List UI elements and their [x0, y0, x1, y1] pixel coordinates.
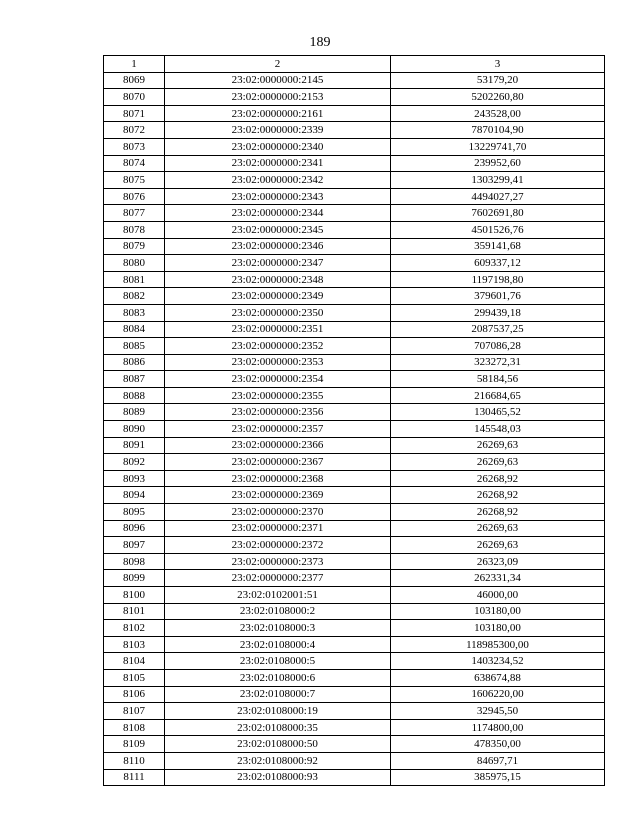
table-row [104, 454, 605, 471]
cell-value: 385975,15 [391, 769, 605, 786]
table-row [104, 520, 605, 537]
cell-value: 26269,63 [391, 437, 605, 454]
table-row [104, 404, 605, 421]
cell-row-number: 8090 [104, 421, 165, 438]
cell-value: 299439,18 [391, 304, 605, 321]
cell-value: 118985300,00 [391, 636, 605, 653]
cell-value: 359141,68 [391, 238, 605, 255]
cell-row-number: 8087 [104, 371, 165, 388]
cell-cadastral-id: 23:02:0000000:2339 [165, 122, 391, 139]
cell-value: 1197198,80 [391, 271, 605, 288]
table-row [104, 487, 605, 504]
column-header-number: 1 [104, 56, 165, 73]
table-row [104, 387, 605, 404]
cell-value: 5202260,80 [391, 89, 605, 106]
cell-row-number: 8107 [104, 703, 165, 720]
cell-cadastral-id: 23:02:0108000:19 [165, 703, 391, 720]
cell-cadastral-id: 23:02:0108000:35 [165, 719, 391, 736]
cell-row-number: 8111 [104, 769, 165, 786]
cell-row-number: 8082 [104, 288, 165, 305]
table-row [104, 105, 605, 122]
cell-row-number: 8093 [104, 470, 165, 487]
cadastral-value-table [103, 55, 605, 786]
table-row [104, 620, 605, 637]
table-row [104, 570, 605, 587]
table-row [104, 338, 605, 355]
cell-row-number: 8081 [104, 271, 165, 288]
table-row [104, 354, 605, 371]
cell-cadastral-id: 23:02:0108000:4 [165, 636, 391, 653]
cell-row-number: 8069 [104, 72, 165, 89]
cell-cadastral-id: 23:02:0108000:5 [165, 653, 391, 670]
page-number: 189 [309, 35, 331, 50]
cell-cadastral-id: 23:02:0000000:2346 [165, 238, 391, 255]
cell-row-number: 8074 [104, 155, 165, 172]
cell-cadastral-id: 23:02:0000000:2344 [165, 205, 391, 222]
cell-value: 216684,65 [391, 387, 605, 404]
table-row [104, 155, 605, 172]
cell-value: 2087537,25 [391, 321, 605, 338]
cell-value: 262331,34 [391, 570, 605, 587]
cell-cadastral-id: 23:02:0000000:2161 [165, 105, 391, 122]
table-row [104, 587, 605, 604]
cell-cadastral-id: 23:02:0000000:2355 [165, 387, 391, 404]
cell-value: 239952,60 [391, 155, 605, 172]
cell-value: 7870104,90 [391, 122, 605, 139]
cell-cadastral-id: 23:02:0000000:2357 [165, 421, 391, 438]
cell-row-number: 8095 [104, 504, 165, 521]
cell-value: 130465,52 [391, 404, 605, 421]
table-row [104, 537, 605, 554]
table-row [104, 437, 605, 454]
column-header-cadastral-id: 2 [165, 56, 391, 73]
cell-row-number: 8080 [104, 255, 165, 272]
cell-value: 1403234,52 [391, 653, 605, 670]
cell-value: 26323,09 [391, 553, 605, 570]
cell-value: 1606220,00 [391, 686, 605, 703]
cell-value: 243528,00 [391, 105, 605, 122]
cell-row-number: 8073 [104, 138, 165, 155]
cell-value: 145548,03 [391, 421, 605, 438]
cell-cadastral-id: 23:02:0000000:2373 [165, 553, 391, 570]
cell-row-number: 8072 [104, 122, 165, 139]
cell-cadastral-id: 23:02:0000000:2343 [165, 188, 391, 205]
cell-value: 13229741,70 [391, 138, 605, 155]
cell-value: 32945,50 [391, 703, 605, 720]
cell-cadastral-id: 23:02:0000000:2340 [165, 138, 391, 155]
cell-cadastral-id: 23:02:0000000:2351 [165, 321, 391, 338]
table-row [104, 553, 605, 570]
cell-cadastral-id: 23:02:0000000:2341 [165, 155, 391, 172]
cell-row-number: 8085 [104, 338, 165, 355]
cell-value: 46000,00 [391, 587, 605, 604]
cell-cadastral-id: 23:02:0000000:2377 [165, 570, 391, 587]
cell-cadastral-id: 23:02:0102001:51 [165, 587, 391, 604]
table-row [104, 238, 605, 255]
table-row [104, 636, 605, 653]
cell-cadastral-id: 23:02:0000000:2350 [165, 304, 391, 321]
table-row [104, 221, 605, 238]
cell-value: 84697,71 [391, 752, 605, 769]
cell-value: 1174800,00 [391, 719, 605, 736]
cell-cadastral-id: 23:02:0108000:92 [165, 752, 391, 769]
table-row [104, 769, 605, 786]
cell-row-number: 8108 [104, 719, 165, 736]
cell-cadastral-id: 23:02:0000000:2348 [165, 271, 391, 288]
cell-value: 26268,92 [391, 487, 605, 504]
cell-row-number: 8103 [104, 636, 165, 653]
table-row [104, 504, 605, 521]
cell-row-number: 8109 [104, 736, 165, 753]
table-body [104, 72, 605, 786]
cell-value: 4494027,27 [391, 188, 605, 205]
cell-cadastral-id: 23:02:0000000:2369 [165, 487, 391, 504]
table-row [104, 188, 605, 205]
table-row [104, 172, 605, 189]
table-row [104, 122, 605, 139]
cell-cadastral-id: 23:02:0000000:2145 [165, 72, 391, 89]
cell-row-number: 8099 [104, 570, 165, 587]
cell-row-number: 8100 [104, 587, 165, 604]
table-row [104, 138, 605, 155]
cell-row-number: 8084 [104, 321, 165, 338]
table-row [104, 736, 605, 753]
cell-row-number: 8101 [104, 603, 165, 620]
cell-row-number: 8106 [104, 686, 165, 703]
table-row [104, 271, 605, 288]
cell-cadastral-id: 23:02:0000000:2368 [165, 470, 391, 487]
table-row [104, 89, 605, 106]
cell-value: 58184,56 [391, 371, 605, 388]
cell-cadastral-id: 23:02:0000000:2371 [165, 520, 391, 537]
cell-value: 26269,63 [391, 520, 605, 537]
cell-row-number: 8076 [104, 188, 165, 205]
cell-cadastral-id: 23:02:0000000:2367 [165, 454, 391, 471]
cell-row-number: 8091 [104, 437, 165, 454]
cell-row-number: 8092 [104, 454, 165, 471]
cell-cadastral-id: 23:02:0108000:6 [165, 669, 391, 686]
cell-row-number: 8105 [104, 669, 165, 686]
cell-value: 26269,63 [391, 537, 605, 554]
table-row [104, 321, 605, 338]
cell-value: 478350,00 [391, 736, 605, 753]
cell-value: 103180,00 [391, 603, 605, 620]
cell-cadastral-id: 23:02:0108000:3 [165, 620, 391, 637]
table-row [104, 686, 605, 703]
cell-row-number: 8088 [104, 387, 165, 404]
table-row [104, 470, 605, 487]
cell-cadastral-id: 23:02:0000000:2342 [165, 172, 391, 189]
cell-row-number: 8094 [104, 487, 165, 504]
cell-cadastral-id: 23:02:0108000:2 [165, 603, 391, 620]
table-row [104, 703, 605, 720]
cell-row-number: 8102 [104, 620, 165, 637]
table-row [104, 255, 605, 272]
cell-cadastral-id: 23:02:0000000:2345 [165, 221, 391, 238]
cell-row-number: 8075 [104, 172, 165, 189]
table-row [104, 752, 605, 769]
table-row [104, 719, 605, 736]
table-row [104, 421, 605, 438]
cell-row-number: 8097 [104, 537, 165, 554]
table-row [104, 669, 605, 686]
table-row [104, 371, 605, 388]
cell-cadastral-id: 23:02:0000000:2353 [165, 354, 391, 371]
table-row [104, 304, 605, 321]
cell-value: 609337,12 [391, 255, 605, 272]
cell-row-number: 8096 [104, 520, 165, 537]
cell-cadastral-id: 23:02:0000000:2153 [165, 89, 391, 106]
cell-row-number: 8098 [104, 553, 165, 570]
cell-value: 323272,31 [391, 354, 605, 371]
cell-cadastral-id: 23:02:0108000:93 [165, 769, 391, 786]
table-row [104, 603, 605, 620]
table-header-row [104, 56, 605, 73]
cell-row-number: 8110 [104, 752, 165, 769]
cell-value: 379601,76 [391, 288, 605, 305]
cell-cadastral-id: 23:02:0108000:7 [165, 686, 391, 703]
cell-cadastral-id: 23:02:0000000:2372 [165, 537, 391, 554]
cell-value: 638674,88 [391, 669, 605, 686]
cell-row-number: 8070 [104, 89, 165, 106]
cell-value: 26268,92 [391, 470, 605, 487]
cell-cadastral-id: 23:02:0000000:2354 [165, 371, 391, 388]
cell-value: 53179,20 [391, 72, 605, 89]
cell-cadastral-id: 23:02:0000000:2356 [165, 404, 391, 421]
cell-cadastral-id: 23:02:0108000:50 [165, 736, 391, 753]
cell-row-number: 8078 [104, 221, 165, 238]
cell-value: 7602691,80 [391, 205, 605, 222]
table-row [104, 653, 605, 670]
column-header-value: 3 [391, 56, 605, 73]
cell-cadastral-id: 23:02:0000000:2366 [165, 437, 391, 454]
cell-value: 26268,92 [391, 504, 605, 521]
cell-cadastral-id: 23:02:0000000:2370 [165, 504, 391, 521]
cell-value: 707086,28 [391, 338, 605, 355]
cell-row-number: 8104 [104, 653, 165, 670]
cell-cadastral-id: 23:02:0000000:2347 [165, 255, 391, 272]
cell-row-number: 8071 [104, 105, 165, 122]
cell-cadastral-id: 23:02:0000000:2352 [165, 338, 391, 355]
cell-row-number: 8079 [104, 238, 165, 255]
cell-row-number: 8089 [104, 404, 165, 421]
cell-row-number: 8077 [104, 205, 165, 222]
cell-value: 26269,63 [391, 454, 605, 471]
cell-row-number: 8086 [104, 354, 165, 371]
cell-row-number: 8083 [104, 304, 165, 321]
cell-value: 1303299,41 [391, 172, 605, 189]
cell-cadastral-id: 23:02:0000000:2349 [165, 288, 391, 305]
cell-value: 4501526,76 [391, 221, 605, 238]
table-row [104, 72, 605, 89]
table-row [104, 205, 605, 222]
table-row [104, 288, 605, 305]
cell-value: 103180,00 [391, 620, 605, 637]
